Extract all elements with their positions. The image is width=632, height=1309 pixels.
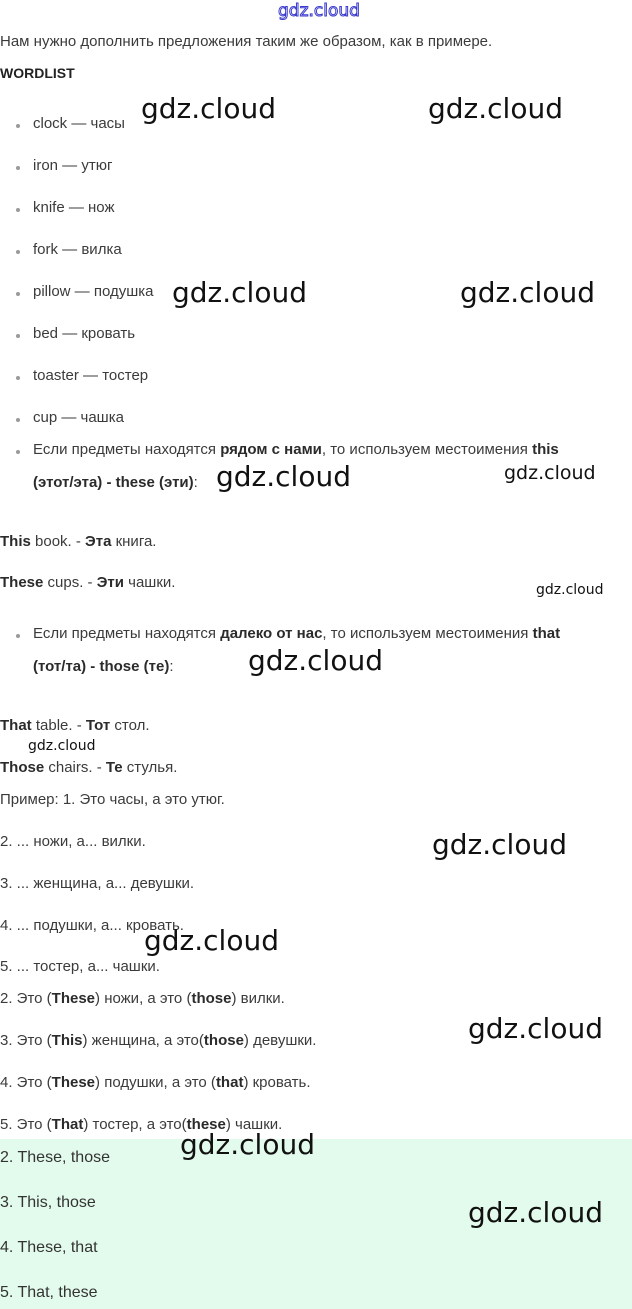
filled-sentence: 3. Это (This) женщина, а это(those) девушки.	[0, 1032, 317, 1049]
watermark: gdz.cloud	[172, 276, 307, 309]
task-item: 3. ... женщина, а... девушки.	[0, 875, 195, 892]
filled-sentence: 2. Это (These) ножи, а это (those) вилки.	[0, 990, 285, 1007]
watermark-top: gdz.cloud	[278, 1, 360, 21]
filled-sentence: 4. Это (These) подушки, а это (that) кровать.	[0, 1074, 311, 1091]
watermark: gdz.cloud	[460, 276, 595, 309]
filled-sentence: 5. Это (That) тостер, а это(these) чашки.	[0, 1116, 283, 1133]
task-item: 2. ... ножи, а... вилки.	[0, 833, 146, 850]
example-near-1: This book. - Эта книга.	[0, 533, 157, 550]
bullet	[16, 634, 20, 638]
example-far-1: That table. - Тот стол.	[0, 717, 150, 734]
task-item: 4. ... подушки, а... кровать.	[0, 917, 184, 934]
bullet	[16, 334, 20, 338]
watermark: gdz.cloud	[536, 582, 604, 598]
bullet	[16, 208, 20, 212]
intro-text: Нам нужно дополнить предложения таким же образом, как в примере.	[0, 33, 493, 50]
answer-item: 5. That, these	[0, 1284, 98, 1301]
answer-item: 2. These, those	[0, 1149, 110, 1166]
rule-far-line1: Если предметы находятся далеко от нас, то используем местоимения that	[33, 625, 561, 642]
rule-near-line2: (этот/эта) - these (эти):	[33, 474, 198, 491]
wordlist-heading: WORDLIST	[0, 65, 75, 81]
watermark: gdz.cloud	[468, 1196, 603, 1229]
answer-item: 4. These, that	[0, 1239, 98, 1256]
example-near-2: These cups. - Эти чашки.	[0, 574, 176, 591]
watermark: gdz.cloud	[428, 92, 563, 125]
bullet	[16, 250, 20, 254]
bullet	[16, 418, 20, 422]
watermark: gdz.cloud	[141, 92, 276, 125]
watermark: gdz.cloud	[468, 1012, 603, 1045]
watermark: gdz.cloud	[432, 828, 567, 861]
watermark: gdz.cloud	[248, 644, 383, 677]
list-item: pillow — подушка	[33, 283, 154, 300]
watermark: gdz.cloud	[504, 462, 596, 484]
answer-item: 3. This, those	[0, 1194, 96, 1211]
list-item: fork — вилка	[33, 241, 122, 258]
bullet	[16, 124, 20, 128]
list-item: knife — нож	[33, 199, 115, 216]
task-item: 5. ... тостер, а... чашки.	[0, 958, 160, 975]
watermark: gdz.cloud	[28, 738, 96, 754]
rule-near-line1: Если предметы находятся рядом с нами, то используем местоимения this	[33, 441, 559, 458]
bullet	[16, 450, 20, 454]
bullet	[16, 376, 20, 380]
list-item: toaster — тостер	[33, 367, 149, 384]
task-example: Пример: 1. Это часы, а это утюг.	[0, 791, 225, 808]
list-item: clock — часы	[33, 115, 125, 132]
rule-far-line2: (тот/та) - those (те):	[33, 658, 174, 675]
watermark: gdz.cloud	[144, 924, 279, 957]
watermark: gdz.cloud	[180, 1128, 315, 1161]
list-item: cup — чашка	[33, 409, 124, 426]
list-item: iron — утюг	[33, 157, 113, 174]
list-item: bed — кровать	[33, 325, 136, 342]
bullet	[16, 292, 20, 296]
watermark: gdz.cloud	[216, 460, 351, 493]
example-far-2: Those chairs. - Те стулья.	[0, 759, 178, 776]
bullet	[16, 166, 20, 170]
